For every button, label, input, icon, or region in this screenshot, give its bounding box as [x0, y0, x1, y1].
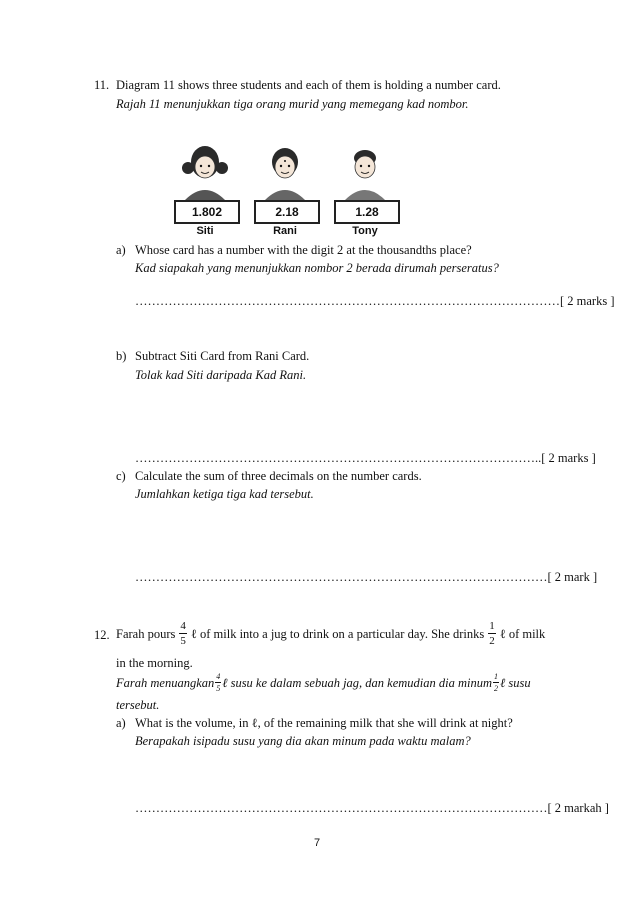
q11b-text-en: Subtract Siti Card from Rani Card.: [135, 349, 310, 363]
q11a-text-en: Whose card has a number with the digit 2 at the thousandths place?: [135, 243, 472, 257]
page-number: 7: [314, 837, 321, 849]
q11c-label: c): [116, 469, 126, 483]
q11a-answer-line: …………………………………………………………………………………………[ 2 marks ]: [135, 294, 615, 308]
q11-number: 11.: [94, 78, 110, 92]
q11b-text-ms: Tolak kad Siti daripada Kad Rani.: [135, 368, 307, 382]
q12-fraction-4-5: $\frac{4}{5}$: [180, 620, 186, 647]
q12-line1: [116, 616, 545, 652]
student-rani-figure: [265, 148, 305, 200]
q12-line2: in the morning.: [116, 656, 193, 670]
q12-ms-line2: tersebut.: [116, 698, 160, 712]
rani-card: 2.18: [254, 200, 320, 224]
q12-ms-fraction-1-2: $\frac{1}{2}$: [494, 672, 499, 693]
student-siti-figure: [182, 146, 228, 200]
q12a-label: a): [116, 716, 126, 730]
q11a-text-ms: Kad siapakah yang menunjukkan nombor 2 berada dirumah perseratus?: [135, 261, 499, 275]
q11b-answer-line: ……………………………………………………………………………………..[ 2 marks ]: [135, 451, 596, 465]
q11b-label: b): [116, 349, 127, 363]
q12-fraction-1-2: $\frac{1}{2}$: [489, 620, 495, 647]
siti-card: 1.802: [174, 200, 240, 224]
q11c-text-ms: Jumlahkan ketiga tiga kad tersebut.: [135, 487, 314, 501]
q12-number: 12.: [94, 628, 110, 642]
q12a-text-ms: Berapakah isipadu susu yang dia akan minum pada waktu malam?: [135, 734, 471, 748]
q11c-text-en: Calculate the sum of three decimals on the number cards.: [135, 469, 422, 483]
tony-card: 1.28: [334, 200, 400, 224]
rani-name: Rani: [273, 225, 297, 237]
q12-line1-part1: Farah pours: [116, 626, 176, 641]
q12-line1-part2: ℓ of milk into a jug to drink on a particular day. She drinks: [190, 626, 485, 641]
q12-ms-fraction-4-5: $\frac{4}{5}$: [216, 672, 221, 693]
q12-ms-line1: Farah menuangkan $\frac{4}{5}$ ℓ susu ke dalam sebuah jag, dan kemudian dia minum $\frac{1}{2}$ ℓ susu: [116, 672, 531, 693]
q11-text-ms: Rajah 11 menunjukkan tiga orang murid yang memegang kad nombor.: [116, 97, 469, 111]
q11c-answer-line: ………………………………………………………………………………………[ 2 mark ]: [135, 570, 598, 584]
q11a-label: a): [116, 243, 126, 257]
siti-name: Siti: [196, 225, 214, 237]
q11-text-en: Diagram 11 shows three students and each of them is holding a number card.: [116, 78, 501, 92]
q12a-answer-line: ………………………………………………………………………………………[ 2 markah ]: [135, 801, 609, 815]
student-tony-figure: [345, 150, 385, 200]
q12a-text-en: What is the volume, in ℓ, of the remaining milk that she will drink at night?: [135, 716, 513, 730]
q12-line1-part3: ℓ of milk: [499, 626, 546, 641]
tony-name: Tony: [352, 225, 378, 237]
